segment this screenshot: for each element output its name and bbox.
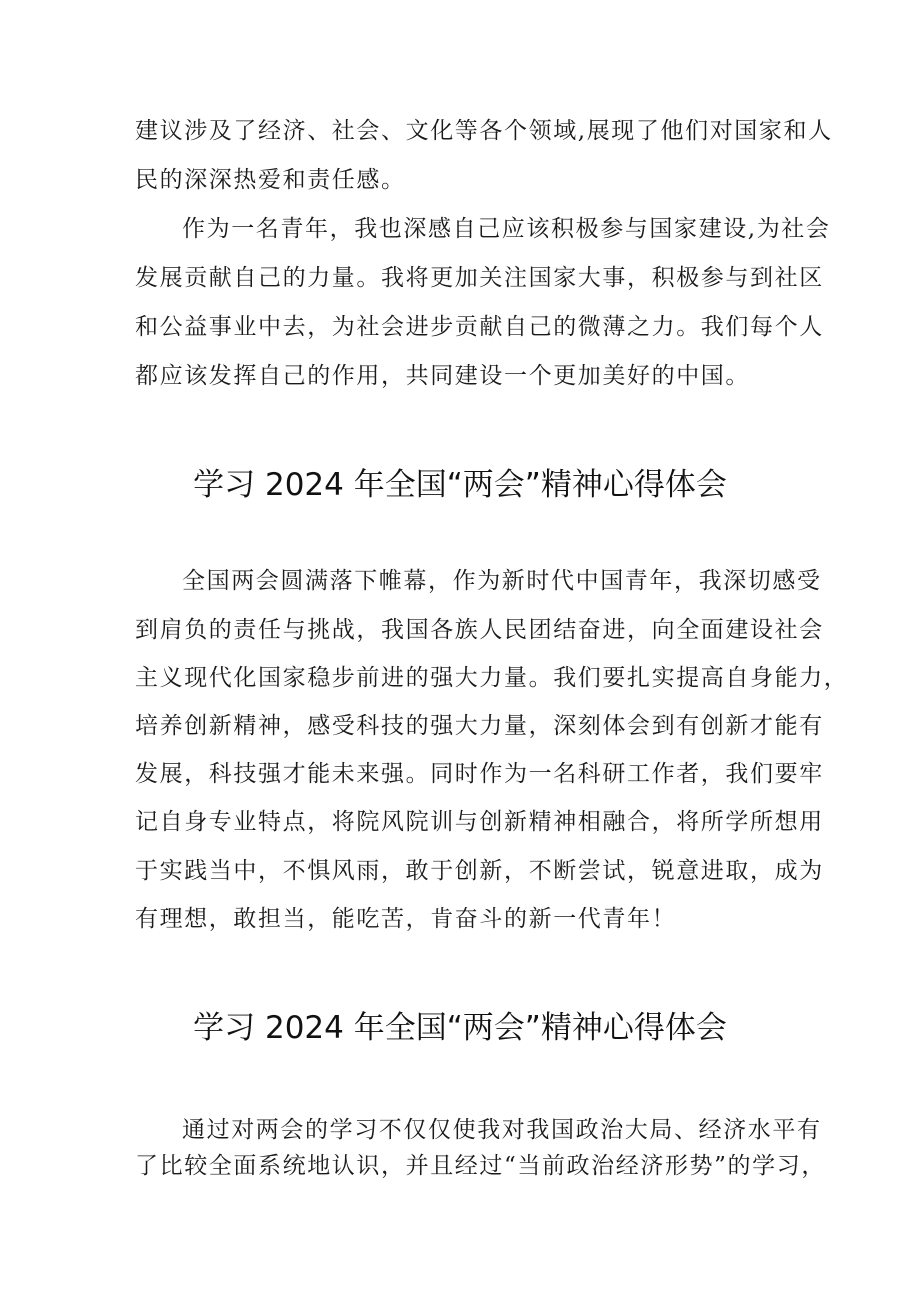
paragraph-line: 建议涉及了经济、社会、文化等各个领域,展现了他们对国家和人 [135,118,833,144]
paragraph-line: 主义现代化国家稳步前进的强大力量。我们要扎实提高自身能力， [135,665,849,691]
paragraph-line: 民的深深热爱和责任感。 [135,167,406,193]
paragraph-line: 到肩负的责任与挑战，我国各族人民团结奋进，向全面建设社会 [135,617,824,643]
paragraph-line: 和公益事业中去，为社会进步贡献自己的微薄之力。我们每个人 [135,314,824,340]
paragraph-line: 通过对两会的学习不仅仅使我对我国政治大局、经济水平有 [182,1117,822,1143]
paragraph-line: 全国两会圆满落下帷幕，作为新时代中国青年，我深切感受 [182,568,822,594]
paragraph-line: 培养创新精神，感受科技的强大力量，深刻体会到有创新才能有 [135,713,824,739]
paragraph-line: 发展贡献自己的力量。我将更加关注国家大事，积极参与到社区 [135,265,824,291]
section-2-title: 学习 2024 年全国“两会”精神心得体会 [193,467,727,503]
paragraph-line: 发展，科技强才能未来强。同时作为一名科研工作者，我们要牢 [135,761,824,787]
paragraph-line: 于实践当中，不惧风雨，敢于创新，不断尝试，锐意进取，成为 [135,858,824,884]
section-3-title: 学习 2024 年全国“两会”精神心得体会 [193,1010,727,1046]
paragraph-line: 都应该发挥自己的作用，共同建设一个更加美好的中国。 [135,363,750,389]
paragraph-line: 记自身专业特点，将院风院训与创新精神相融合，将所学所想用 [135,809,824,835]
paragraph-line: 了比较全面系统地认识，并且经过“当前政治经济形势”的学习， [135,1153,826,1179]
paragraph-line: 作为一名青年，我也深感自己应该积极参与国家建设,为社会 [182,216,831,242]
paragraph-line: 有理想，敢担当，能吃苦，肯奋斗的新一代青年！ [135,906,677,932]
